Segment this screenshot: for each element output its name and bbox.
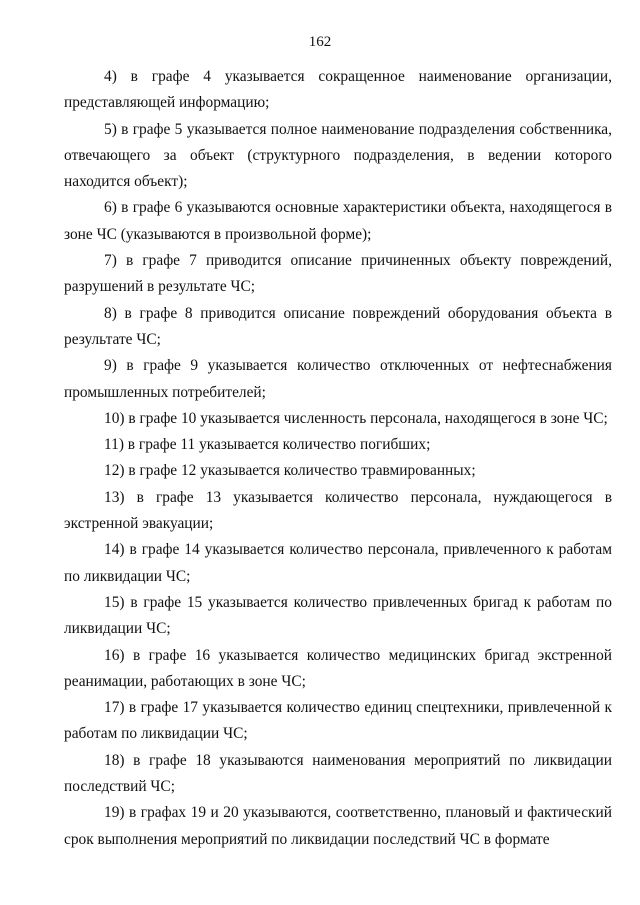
paragraph-item-19: 19) в графах 19 и 20 указываются, соответственно, плановый и фактический срок выполнения мероприятий по ликвидации последствий ЧС в формате (64, 804, 612, 848)
paragraph-item-8: 8) в графе 8 приводится описание повреждений оборудования объекта в результате ЧС; (64, 304, 612, 348)
paragraph-item-14: 14) в графе 14 указывается количество персонала, привлеченного к работам по ликвидации ЧС; (64, 541, 612, 585)
paragraph-item-7: 7) в графе 7 приводится описание причиненных объекту повреждений, разрушений в результате ЧС; (64, 252, 612, 296)
paragraph-item-15: 15) в графе 15 указывается количество привлеченных бригад к работам по ликвидации ЧС; (64, 593, 612, 638)
document-body (64, 64, 612, 853)
paragraph-item-17: 17) в графе 17 указывается количество единиц спецтехники, привлеченной к работам по ликвидации ЧС; (64, 699, 612, 743)
paragraph-item-5: 5) в графе 5 указывается полное наименование подразделения собственника, отвечающего за объект (структурного подразделения, в ведении которого находится объект); (64, 120, 612, 191)
paragraph-item-12: 12) в графе 12 указывается количество травмированных; (104, 462, 476, 480)
page-number: 162 (308, 34, 332, 50)
paragraph-item-10: 10) в графе 10 указывается численность персонала, находящегося в зоне ЧС; (104, 409, 608, 427)
paragraph-item-4: 4) в графе 4 указывается сокращенное наименование организации, представляющей информацию; (64, 68, 612, 112)
paragraph-item-11: 11) в графе 11 указывается количество погибших; (104, 436, 431, 454)
paragraph-item-18: 18) в графе 18 указываются наименования мероприятий по ликвидации последствий ЧС; (64, 751, 612, 796)
paragraph-item-6: 6) в графе 6 указываются основные характеристики объекта, находящегося в зоне ЧС (указываются в произвольной форме); (64, 199, 612, 243)
paragraph-item-13: 13) в графе 13 указывается количество персонала, нуждающегося в экстренной эвакуации; (64, 488, 612, 533)
paragraph-item-9: 9) в графе 9 указывается количество отключенных от нефтеснабжения промышленных потребителей; (64, 357, 612, 401)
paragraph-item-16: 16) в графе 16 указывается количество медицинских бригад экстренной реанимации, работающих в зоне ЧС; (64, 646, 612, 690)
